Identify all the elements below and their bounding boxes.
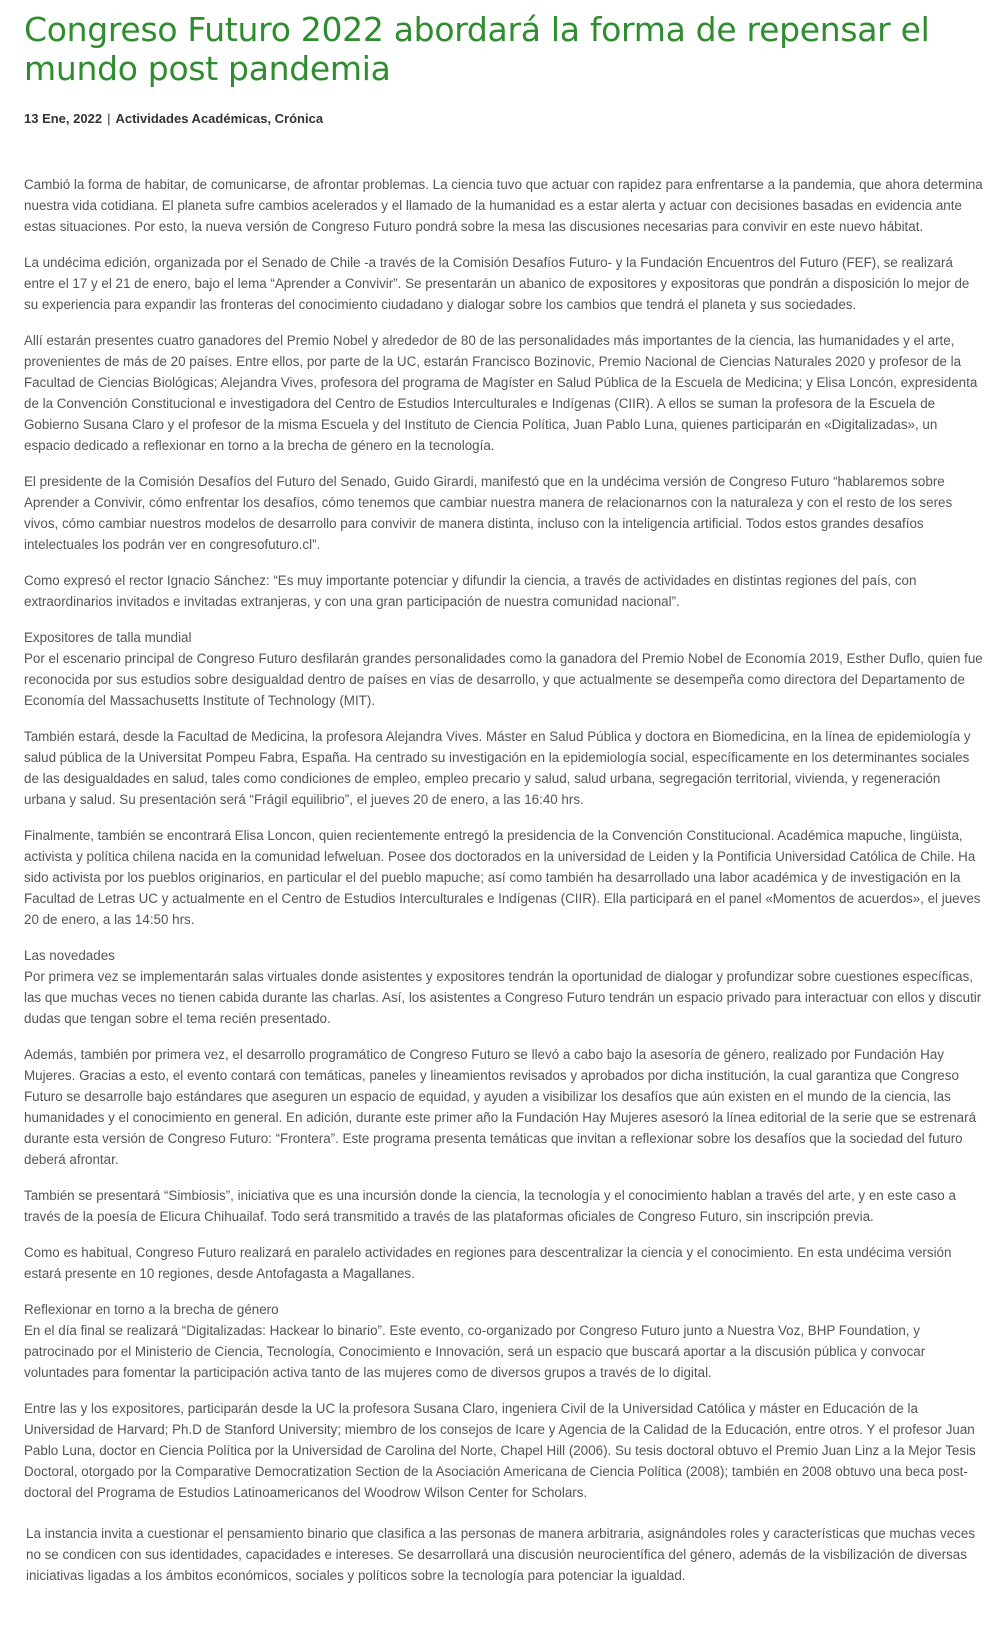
paragraph-text: Cambió la forma de habitar, de comunicarse, de afrontar problemas. La ciencia tuvo que actuar con rapidez para enfrentarse a la pandemia, que ahora determina nuestra vida cotidiana. El planeta sufre cambios acelerados y el llamado de la humanidad es a estar alerta y actuar con decisiones basadas en evidencia ante estas situaciones. Por esto, la nueva versión de Congreso Futuro pondrá sobre la mesa las discusiones necesarias para convivir en este nuevo hábitat.: [24, 177, 983, 234]
publish-date: 13 Ene, 2022: [24, 111, 103, 126]
paragraph-text: La instancia invita a cuestionar el pensamiento binario que clasifica a las personas de manera arbitraria, asignándoles roles y características que muchas veces no se condicen con sus identidades, capacidades e intereses. Se desarrollará una discusión neurocientífica del género, además de la visbilización de diversas iniciativas ligadas a los ámbitos económicos, sociales y políticos sobre la tecnología para potenciar la igualdad.: [26, 1526, 976, 1583]
section-heading: Reflexionar en torno a la brecha de género: [24, 1302, 279, 1317]
paragraph-text: Entre las y los expositores, participarán desde la UC la profesora Susana Claro, ingeniera Civil de la Universidad Católica y máster en Educación de la Universidad de Harvard; Ph.D de Stanford University; miembro de los consejos de Icare y Agencia de la Calidad de la Educación, entre otros. Y el profesor Juan Pablo Luna, doctor en Ciencia Política por la Universidad de Carolina del Norte, Chapel Hill (2006). Su tesis doctoral obtuvo el Premio Juan Linz a la Mejor Tesis Doctoral, otorgado por la Comparative Democratization Section de la Asociación Americana de Ciencia Política (2008); también en 2008 obtuvo una beca post-doctoral del Programa de Estudios Latinoamericanos del Woodrow Wilson Center for Scholars.: [24, 1401, 976, 1500]
paragraph-text: En el día final se realizará “Digitalizadas: Hackear lo binario”. Este evento, co-organizado por Congreso Futuro junto a Nuestra Voz, BHP Foundation, y patrocinado por el Ministerio de Ciencia, Tecnología, Conocimiento e Innovación, será un espacio que buscará aportar a la discusión pública y convocar voluntades para fomentar la participación activa tanto de las mujeres como de diversos grupos a través de lo digital.: [24, 1323, 926, 1380]
section-heading: Las novedades: [24, 948, 115, 963]
article-title: Congreso Futuro 2022 abordará la forma de repensar el mundo post pandemia: [24, 10, 930, 88]
article-paragraph: [24, 627, 984, 711]
article-paragraph: [24, 1299, 984, 1383]
article-body: [24, 174, 984, 1586]
article-paragraph: [24, 471, 984, 555]
paragraph-text: Finalmente, también se encontrará Elisa Loncon, quien recientemente entregó la presidencia de la Convención Constitucional. Académica mapuche, lingüista, activista y política chilena nacida en la comunidad lefweluan. Posee dos doctorados en la universidad de Leiden y la Pontificia Universidad Católica de Chile. Ha sido activista por los pueblos originarios, en particular el del pueblo mapuche; así como también ha desarrollado una labor académica y de investigación en la Facultad de Letras UC y actualmente en el Centro de Estudios Interculturales e Indígenas (CIIR). Ella participará en el panel «Momentos de acuerdos», el jueves 20 de enero, a las 14:50 hrs.: [24, 828, 981, 927]
paragraph-text: También estará, desde la Facultad de Medicina, la profesora Alejandra Vives. Máster en Salud Pública y doctora en Biomedicina, en la línea de epidemiología y salud pública de la Universitat Pompeu Fabra, España. Ha centrado su investigación en la epidemiología social, específicamente en los determinantes sociales de las desigualdades en salud, tales como condiciones de empleo, empleo precario y salud, salud urbana, segregación territorial, vivienda, y regeneración urbana y salud. Su presentación será “Frágil equilibrio”, el jueves 20 de enero, a las 16:40 hrs.: [24, 729, 971, 807]
article-paragraph: [24, 174, 984, 237]
category-link[interactable]: Crónica: [274, 111, 324, 126]
article-paragraph: [24, 1242, 984, 1284]
article-paragraph: [24, 726, 984, 810]
paragraph-text: Por el escenario principal de Congreso Futuro desfilarán grandes personalidades como la ganadora del Premio Nobel de Economía 2019, Esther Duflo, quien fue reconocida por sus estudios sobre desigualdad dentro de países en vías de desarrollo, y que actualmente se desempeña como directora del Departamento de Economía del Massachusetts Institute of Technology (MIT).: [24, 651, 983, 708]
paragraph-text: La undécima edición, organizada por el Senado de Chile -a través de la Comisión Desafíos Futuro- y la Fundación Encuentros del Futuro (FEF), se realizará entre el 17 y el 21 de enero, bajo el lema “Aprender a Convivir”. Se presentarán un abanico de expositores y expositoras que pondrán a disposición lo mejor de su experiencia para expandir las fronteras del conocimiento ciudadano y dialogar sobre los cambios que tendrá el planeta y sus sociedades.: [24, 255, 970, 312]
section-heading: Expositores de talla mundial: [24, 630, 192, 645]
paragraph-text: Por primera vez se implementarán salas virtuales donde asistentes y expositores tendrán la oportunidad de dialogar y profundizar sobre cuestiones específicas, las que muchas veces no tienen cabida durante las charlas. Así, los asistentes a Congreso Futuro tendrán un espacio privado para interactuar con ellos y discutir dudas que tengan sobre el tema recién presentado.: [24, 969, 982, 1026]
article-paragraph: [24, 1398, 984, 1503]
article: [24, 10, 984, 1601]
article-paragraph: [24, 1044, 984, 1170]
article-paragraph: [24, 570, 984, 612]
article-paragraph: [24, 945, 984, 1029]
paragraph-text: También se presentará “Simbiosis”, iniciativa que es una incursión donde la ciencia, la tecnología y el conocimiento hablan a través del arte, y en este caso a través de la poesía de Elicura Chihuailaf. Todo será transmitido a través de las plataformas oficiales de Congreso Futuro, sin inscripción previa.: [24, 1188, 956, 1224]
paragraph-text: Allí estarán presentes cuatro ganadores del Premio Nobel y alrededor de 80 de las personalidades más importantes de la ciencia, las humanidades y el arte, provenientes de más de 20 países. Entre ellos, por parte de la UC, estarán Francisco Bozinovic, Premio Nacional de Ciencias Naturales 2020 y profesor de la Facultad de Ciencias Biológicas; Alejandra Vives, profesora del programa de Magíster en Salud Pública de la Escuela de Medicina; y Elisa Loncón, expresidenta de la Convención Constitucional e investigadora del Centro de Estudios Interculturales e Indígenas (CIIR). A ellos se suman la profesora de la Escuela de Gobierno Susana Claro y el profesor de la misma Escuela y del Instituto de Ciencia Política, Juan Pablo Luna, quienes participarán en «Digitalizadas», un espacio dedicado a reflexionar en torno a la brecha de género en la tecnología.: [24, 333, 978, 453]
paragraph-text: Además, también por primera vez, el desarrollo programático de Congreso Futuro se llevó a cabo bajo la asesoría de género, realizado por Fundación Hay Mujeres. Gracias a esto, el evento contará con temáticas, paneles y lineamientos revisados y aprobados por dicha institución, la cual garantiza que Congreso Futuro se desarrolle bajo estándares que aseguren un espacio de equidad, y ayuden a visibilizar los desafíos que aún existen en el mundo de la ciencia, las humanidades y el conocimiento en general. En adición, durante este primer año la Fundación Hay Mujeres asesoró la línea editorial de la serie que se estrenará durante esta versión de Congreso Futuro: “Frontera”. Este programa presenta temáticas que invitan a reflexionar sobre los desafíos que la sociedad del futuro deberá afrontar.: [24, 1047, 977, 1167]
meta-separator: |: [107, 111, 111, 126]
article-paragraph: [24, 330, 984, 456]
article-paragraph: [24, 252, 984, 315]
paragraph-text: Como es habitual, Congreso Futuro realizará en paralelo actividades en regiones para descentralizar la ciencia y el conocimiento. En esta undécima versión estará presente en 10 regiones, desde Antofagasta a Magallanes.: [24, 1245, 952, 1281]
category-link[interactable]: Actividades Académicas: [115, 111, 268, 126]
article-paragraph: [24, 1185, 984, 1227]
paragraph-text: El presidente de la Comisión Desafíos del Futuro del Senado, Guido Girardi, manifestó que en la undécima versión de Congreso Futuro “hablaremos sobre Aprender a Convivir, cómo enfrentar los desafíos, cómo tenemos que cambiar nuestra manera de relacionarnos con la naturaleza y con el resto de los seres vivos, cómo cambiar nuestros modelos de desarrollo para convivir de manera distinta, incluso con la inteligencia artificial. Todos estos grandes desafíos intelectuales los podrán ver en congresofuturo.cl”.: [24, 474, 953, 552]
paragraph-text: Como expresó el rector Ignacio Sánchez: “Es muy importante potenciar y difundir la ciencia, a través de actividades en distintas regiones del país, con extraordinarios invitados e invitadas extranjeras, y con una gran participación de nuestra comunidad nacional”.: [24, 573, 917, 609]
article-meta: 13 Ene, 2022 | Actividades Académicas, Crónica: [24, 111, 324, 126]
article-paragraph: [24, 825, 984, 930]
article-paragraph: [24, 1523, 984, 1586]
